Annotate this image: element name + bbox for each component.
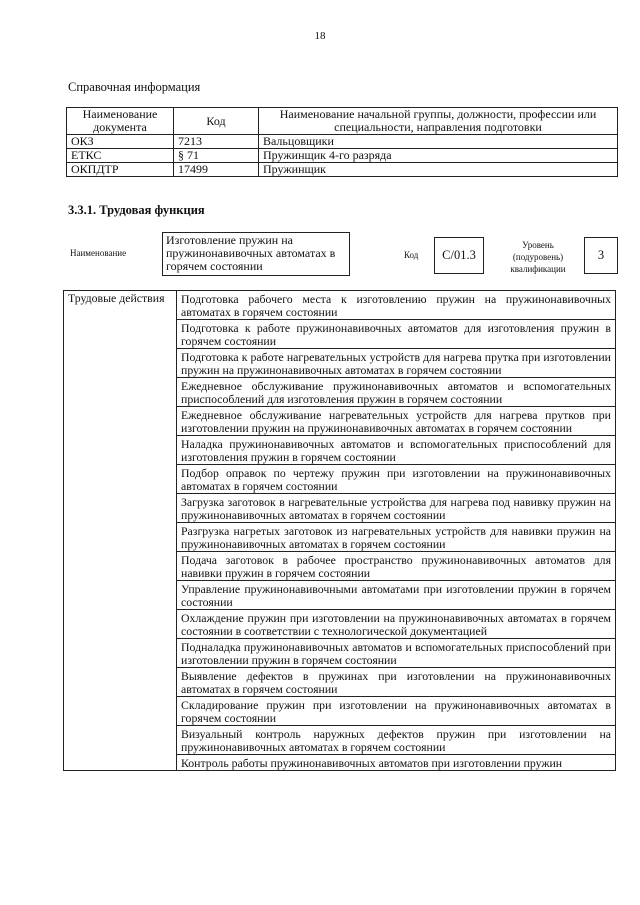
- code-label: Код: [404, 250, 419, 260]
- page-number: 18: [314, 30, 326, 42]
- table-row: [67, 149, 618, 163]
- action-item: Подача заготовок в рабочее пространство пружинонавивочных автоматов для навивки пружин в горячем состоянии: [177, 552, 616, 581]
- action-item: Подналадка пружинонавивочных автоматов и вспомогательных приспособлений при изготовлении пружин в горячем состоянии: [177, 639, 616, 668]
- action-item: Складирование пружин при изготовлении на пружинонавивочных автоматах в горячем состоянии: [177, 697, 616, 726]
- level-label: Уровень (подуровень) квалификации: [510, 240, 566, 274]
- action-item: Подготовка к работе нагревательных устройств для нагрева прутка при изготовлении пружин на пружинонавивочных автоматах в горячем состоянии: [177, 349, 616, 378]
- action-item: Подбор оправок по чертежу пружин при изготовлении на пружинонавивочных автоматах в горячем состоянии: [177, 465, 616, 494]
- cell-name: Пружинщик 4-го разряда: [259, 149, 618, 163]
- cell-document: ОКПДТР: [67, 163, 174, 177]
- level-box: 3: [584, 237, 618, 274]
- reference-title: Справочная информация: [68, 80, 201, 94]
- actions-label: Трудовые действия: [64, 291, 177, 771]
- header-group-name: Наименование начальной группы, должности, профессии или специальности, направления подготовки: [259, 108, 618, 135]
- function-code-box: C/01.3: [434, 237, 484, 274]
- cell-name: Вальцовщики: [259, 135, 618, 149]
- action-item: Управление пружинонавивочными автоматами при изготовлении пружин в горячем состоянии: [177, 581, 616, 610]
- labor-actions-table: [63, 290, 616, 771]
- action-item: Разгрузка нагретых заготовок из нагревательных устройств для навивки пружин на пружинонавивочных автоматах в горячем состоянии: [177, 523, 616, 552]
- name-label: Наименование: [70, 248, 127, 258]
- table-row: [64, 291, 616, 320]
- function-heading: 3.3.1. Трудовая функция: [68, 203, 205, 217]
- table-row: [67, 135, 618, 149]
- cell-code: § 71: [174, 149, 259, 163]
- cell-code: 7213: [174, 135, 259, 149]
- function-info-row: [66, 232, 618, 280]
- function-name-box: Изготовление пружин на пружинонавивочных автоматах в горячем состоянии: [162, 232, 350, 276]
- cell-document: ОКЗ: [67, 135, 174, 149]
- header-document: Наименование документа: [67, 108, 174, 135]
- action-item: Визуальный контроль наружных дефектов пружин при изготовлении на пружинонавивочных автоматах в горячем состоянии: [177, 726, 616, 755]
- cell-document: ЕТКС: [67, 149, 174, 163]
- reference-table: [66, 107, 618, 177]
- action-item: Ежедневное обслуживание пружинонавивочных автоматов и вспомогательных приспособлений для изготовления пружин в горячем состоянии: [177, 378, 616, 407]
- action-item: Выявление дефектов в пружинах при изготовлении на пружинонавивочных автоматах в горячем состоянии: [177, 668, 616, 697]
- action-item: Охлаждение пружин при изготовлении на пружинонавивочных автоматах в горячем состоянии в соответствии с технологической документацией: [177, 610, 616, 639]
- action-item: Контроль работы пружинонавивочных автоматов при изготовлении пружин: [177, 755, 616, 771]
- cell-code: 17499: [174, 163, 259, 177]
- action-item: Подготовка к работе пружинонавивочных автоматов для изготовления пружин в горячем состоянии: [177, 320, 616, 349]
- action-item: Ежедневное обслуживание нагревательных устройств для нагрева прутков при изготовлении пружин на пружинонавивочных автоматах в горячем состоянии: [177, 407, 616, 436]
- cell-name: Пружинщик: [259, 163, 618, 177]
- action-item: Загрузка заготовок в нагревательные устройства для нагрева под навивку пружин на пружинонавивочных автоматах в горячем состоянии: [177, 494, 616, 523]
- table-row: [67, 163, 618, 177]
- action-item: Наладка пружинонавивочных автоматов и вспомогательных приспособлений для изготовления пружин в горячем состоянии: [177, 436, 616, 465]
- action-item: Подготовка рабочего места к изготовлению пружин на пружинонавивочных автоматах в горячем состоянии: [177, 291, 616, 320]
- header-code: Код: [174, 108, 259, 135]
- reference-header-row: [67, 108, 618, 135]
